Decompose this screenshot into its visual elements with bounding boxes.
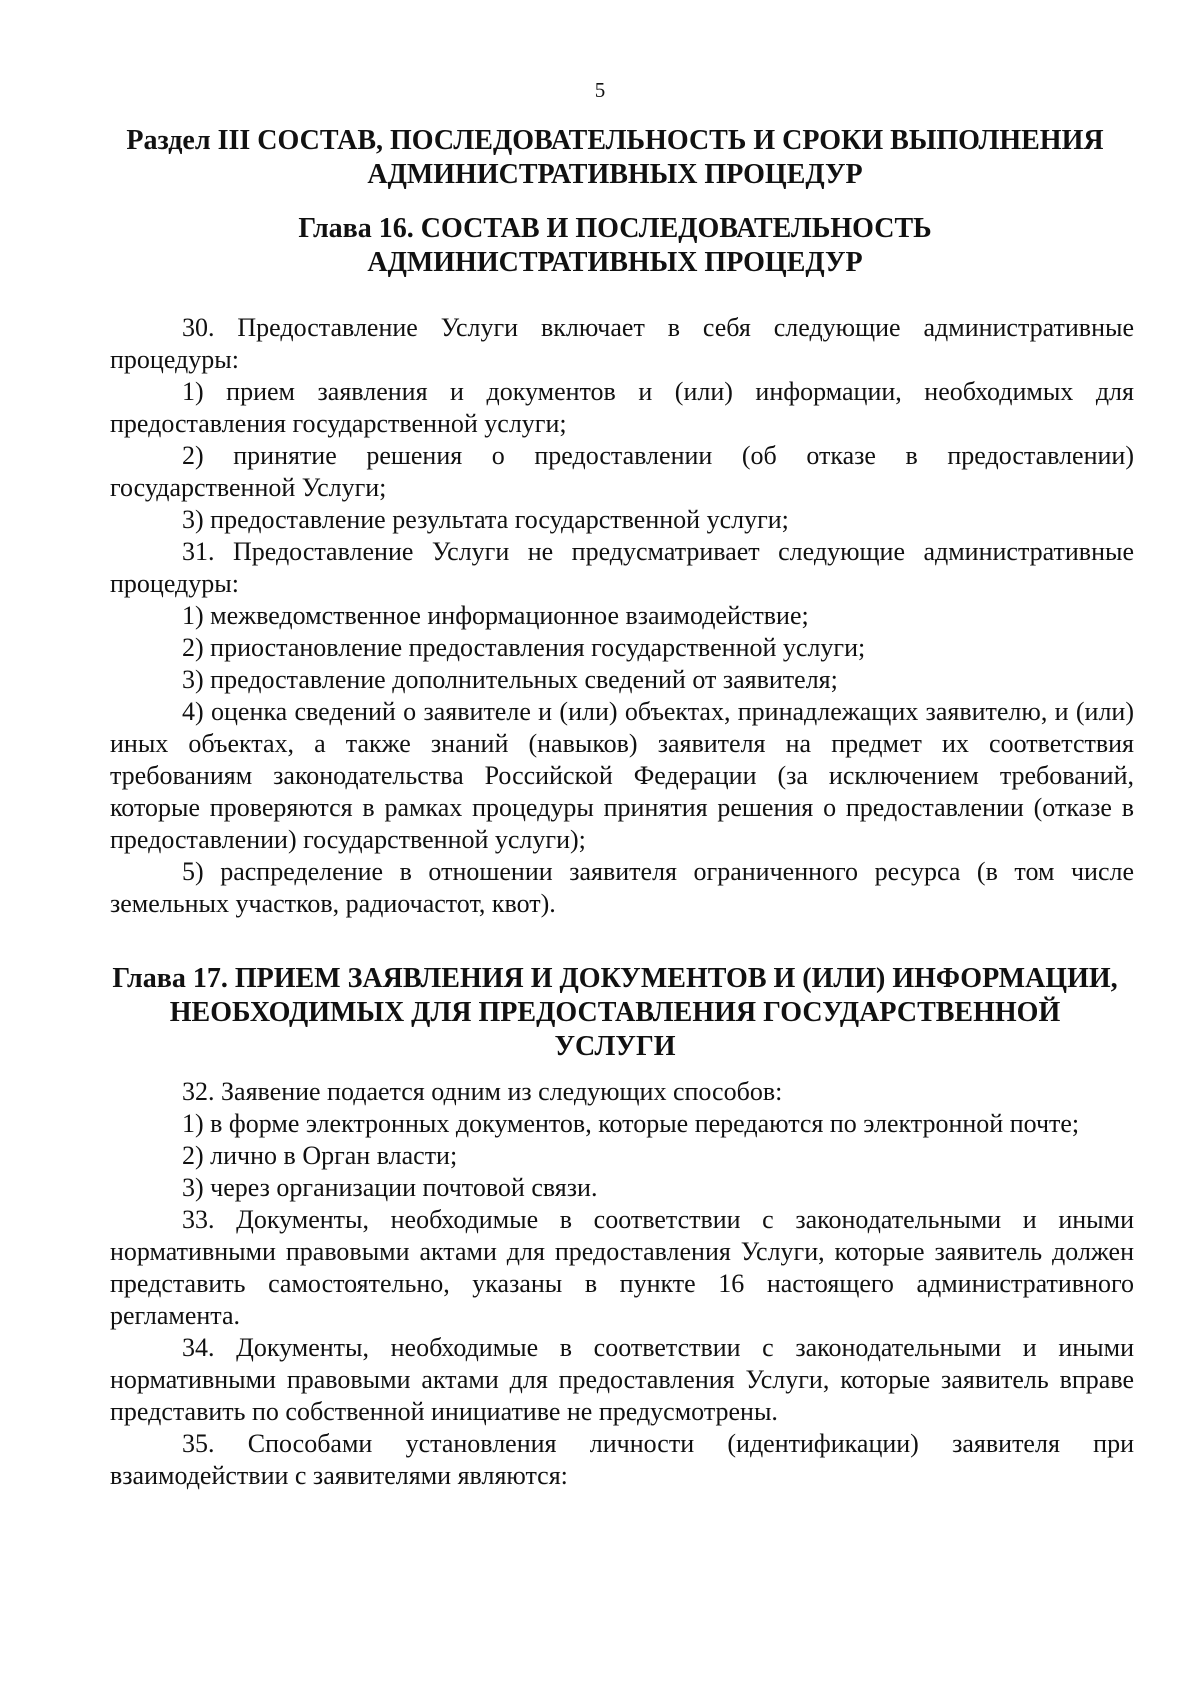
- chapter-heading-line: Глава 16. СОСТАВ И ПОСЛЕДОВАТЕЛЬНОСТЬ: [298, 213, 932, 244]
- chapter-heading-line: УСЛУГИ: [554, 1031, 676, 1062]
- paragraph-30: 30. Предоставление Услуги включает в себя следующие административные процедуры:: [110, 313, 1134, 374]
- chapter-17-heading: [110, 962, 1120, 1064]
- paragraph-32: 32. Заявение подается одним из следующих способов:: [182, 1077, 783, 1106]
- chapter-heading-line: НЕОБХОДИМЫХ ДЛЯ ПРЕДОСТАВЛЕНИЯ ГОСУДАРСТВЕННОЙ: [169, 997, 1061, 1028]
- list-item: 2) приостановление предоставления государственной услуги;: [182, 633, 866, 662]
- list-item: 1) в форме электронных документов, которые передаются по электронной почте;: [182, 1109, 1080, 1138]
- section-heading-line: Раздел III СОСТАВ, ПОСЛЕДОВАТЕЛЬНОСТЬ И СРОКИ ВЫПОЛНЕНИЯ: [126, 125, 1104, 156]
- list-item: 2) лично в Орган власти;: [182, 1141, 458, 1170]
- paragraph-34: 34. Документы, необходимые в соответствии с законодательными и иными нормативными правовыми актами для предоставления Услуги, которые заявитель вправе представить по собственной инициативе не предусмотрены.: [110, 1333, 1134, 1426]
- list-item: 3) предоставление дополнительных сведений от заявителя;: [182, 665, 838, 694]
- chapter-16-heading: [110, 212, 1120, 280]
- list-item: 4) оценка сведений о заявителе и (или) объектах, принадлежащих заявителю, и (или) иных объектах, а также знаний (навыков) заявителя на предмет их соответствия требованиям законодательства Российской Федерации (за исключением требований, которые проверяются в рамках процедуры принятия решения о предоставлении (отказе в предоставлении) государственной услуги);: [110, 697, 1134, 854]
- list-item: 1) прием заявления и документов и (или) информации, необходимых для предоставления государственной услуги;: [110, 377, 1134, 438]
- section-heading-line: АДМИНИСТРАТИВНЫХ ПРОЦЕДУР: [367, 159, 863, 190]
- list-item: 2) принятие решения о предоставлении (об отказе в предоставлении) государственной Услуги;: [110, 441, 1134, 502]
- list-item: 3) предоставление результата государственной услуги;: [182, 505, 789, 534]
- paragraph-33: 33. Документы, необходимые в соответствии с законодательными и иными нормативными правовыми актами для предоставления Услуги, которые заявитель должен представить самостоятельно, указаны в пункте 16 настоящего административного регламента.: [110, 1205, 1134, 1330]
- list-item: 1) межведомственное информационное взаимодействие;: [182, 601, 809, 630]
- chapter-17-body: [110, 1076, 1134, 1492]
- list-item: 3) через организации почтовой связи.: [182, 1173, 598, 1202]
- section-heading: [110, 124, 1120, 192]
- chapter-heading-line: АДМИНИСТРАТИВНЫХ ПРОЦЕДУР: [367, 247, 863, 278]
- page-number: 5: [594, 78, 606, 102]
- paragraph-35: 35. Способами установления личности (идентификации) заявителя при взаимодействии с заявителями являются:: [110, 1429, 1134, 1490]
- chapter-heading-line: Глава 17. ПРИЕМ ЗАЯВЛЕНИЯ И ДОКУМЕНТОВ И (ИЛИ) ИНФОРМАЦИИ,: [112, 963, 1118, 994]
- chapter-16-body: [110, 312, 1134, 920]
- paragraph-31: 31. Предоставление Услуги не предусматривает следующие административные процедуры:: [110, 537, 1134, 598]
- list-item: 5) распределение в отношении заявителя ограниченного ресурса (в том числе земельных участков, радиочастот, квот).: [110, 857, 1134, 918]
